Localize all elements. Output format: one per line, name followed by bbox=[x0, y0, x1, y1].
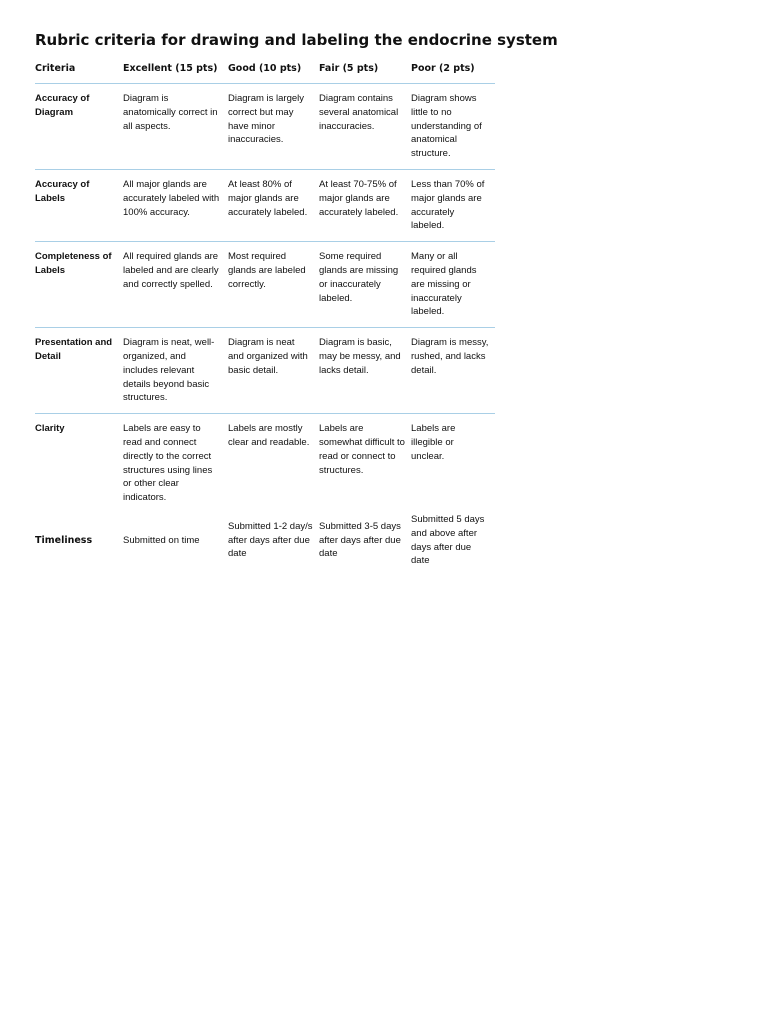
poor-cell: Diagram is messy, rushed, and lacks detail. bbox=[411, 337, 489, 376]
column-header-fair: Fair (5 pts) bbox=[319, 63, 379, 74]
fair-cell: Some required glands are missing or inaccurately labeled. bbox=[319, 251, 399, 304]
fair-cell: Diagram is basic, may be messy, and lacks detail. bbox=[319, 337, 401, 376]
good-cell: Diagram is largely correct but may have minor inaccuracies. bbox=[228, 93, 305, 146]
fair-cell: Submitted 3-5 days after days after due date bbox=[319, 520, 401, 560]
column-header-good: Good (10 pts) bbox=[228, 63, 302, 74]
excellent-cell: All major glands are accurately labeled with 100% accuracy. bbox=[123, 178, 220, 218]
document-page bbox=[35, 30, 558, 568]
poor-cell: Many or all required glands are missing or inaccurately labeled. bbox=[411, 251, 477, 318]
poor-cell: Diagram shows little to no understanding of anatomical structure. bbox=[411, 93, 482, 160]
criterion-cell: Completeness of Labels bbox=[35, 251, 112, 276]
column-header-excellent: Excellent (15 pts) bbox=[123, 63, 218, 74]
table-row bbox=[35, 414, 495, 513]
good-cell: At least 80% of major glands are accurately labeled. bbox=[228, 178, 308, 218]
excellent-cell: All required glands are labeled and are clearly and correctly spelled. bbox=[123, 251, 219, 290]
poor-cell: Labels are illegible or unclear. bbox=[411, 423, 456, 462]
fair-cell: At least 70-75% of major glands are accurately labeled. bbox=[319, 178, 399, 218]
poor-cell: Submitted 5 days and above after days after due date bbox=[411, 513, 485, 567]
criterion-cell: Accuracy of Labels bbox=[35, 178, 90, 204]
table-row bbox=[35, 84, 495, 170]
excellent-cell: Submitted on time bbox=[123, 534, 200, 546]
fair-cell: Labels are somewhat difficult to read or connect to structures. bbox=[319, 423, 405, 476]
column-header-poor: Poor (2 pts) bbox=[411, 63, 475, 74]
rubric-table bbox=[35, 56, 495, 568]
good-cell: Most required glands are labeled correctly. bbox=[228, 251, 306, 290]
excellent-cell: Labels are easy to read and connect directly to the correct structures using lines or other clear indicators. bbox=[123, 423, 213, 504]
criterion-cell: Clarity bbox=[35, 423, 65, 435]
fair-cell: Diagram contains several anatomical inaccuracies. bbox=[319, 93, 399, 132]
table-row bbox=[35, 242, 495, 328]
criterion-cell: Accuracy of Diagram bbox=[35, 93, 90, 118]
table-row bbox=[35, 169, 495, 241]
table-header-row bbox=[35, 56, 495, 84]
table-row bbox=[35, 328, 495, 414]
table-row bbox=[35, 513, 495, 568]
good-cell: Diagram is neat and organized with basic detail. bbox=[228, 337, 308, 376]
page-title: Rubric criteria for drawing and labeling the endocrine system bbox=[35, 31, 558, 49]
good-cell: Submitted 1-2 day/s after days after due date bbox=[228, 520, 313, 560]
criterion-cell: Timeliness bbox=[35, 534, 93, 546]
column-header-criteria: Criteria bbox=[35, 63, 76, 74]
poor-cell: Less than 70% of major glands are accurately labeled. bbox=[411, 178, 485, 232]
criterion-cell: Presentation and Detail bbox=[35, 337, 113, 362]
good-cell: Labels are mostly clear and readable. bbox=[228, 423, 310, 448]
excellent-cell: Diagram is neat, well-organized, and includes relevant details beyond basic structures. bbox=[123, 337, 215, 404]
excellent-cell: Diagram is anatomically correct in all aspects. bbox=[123, 93, 218, 132]
